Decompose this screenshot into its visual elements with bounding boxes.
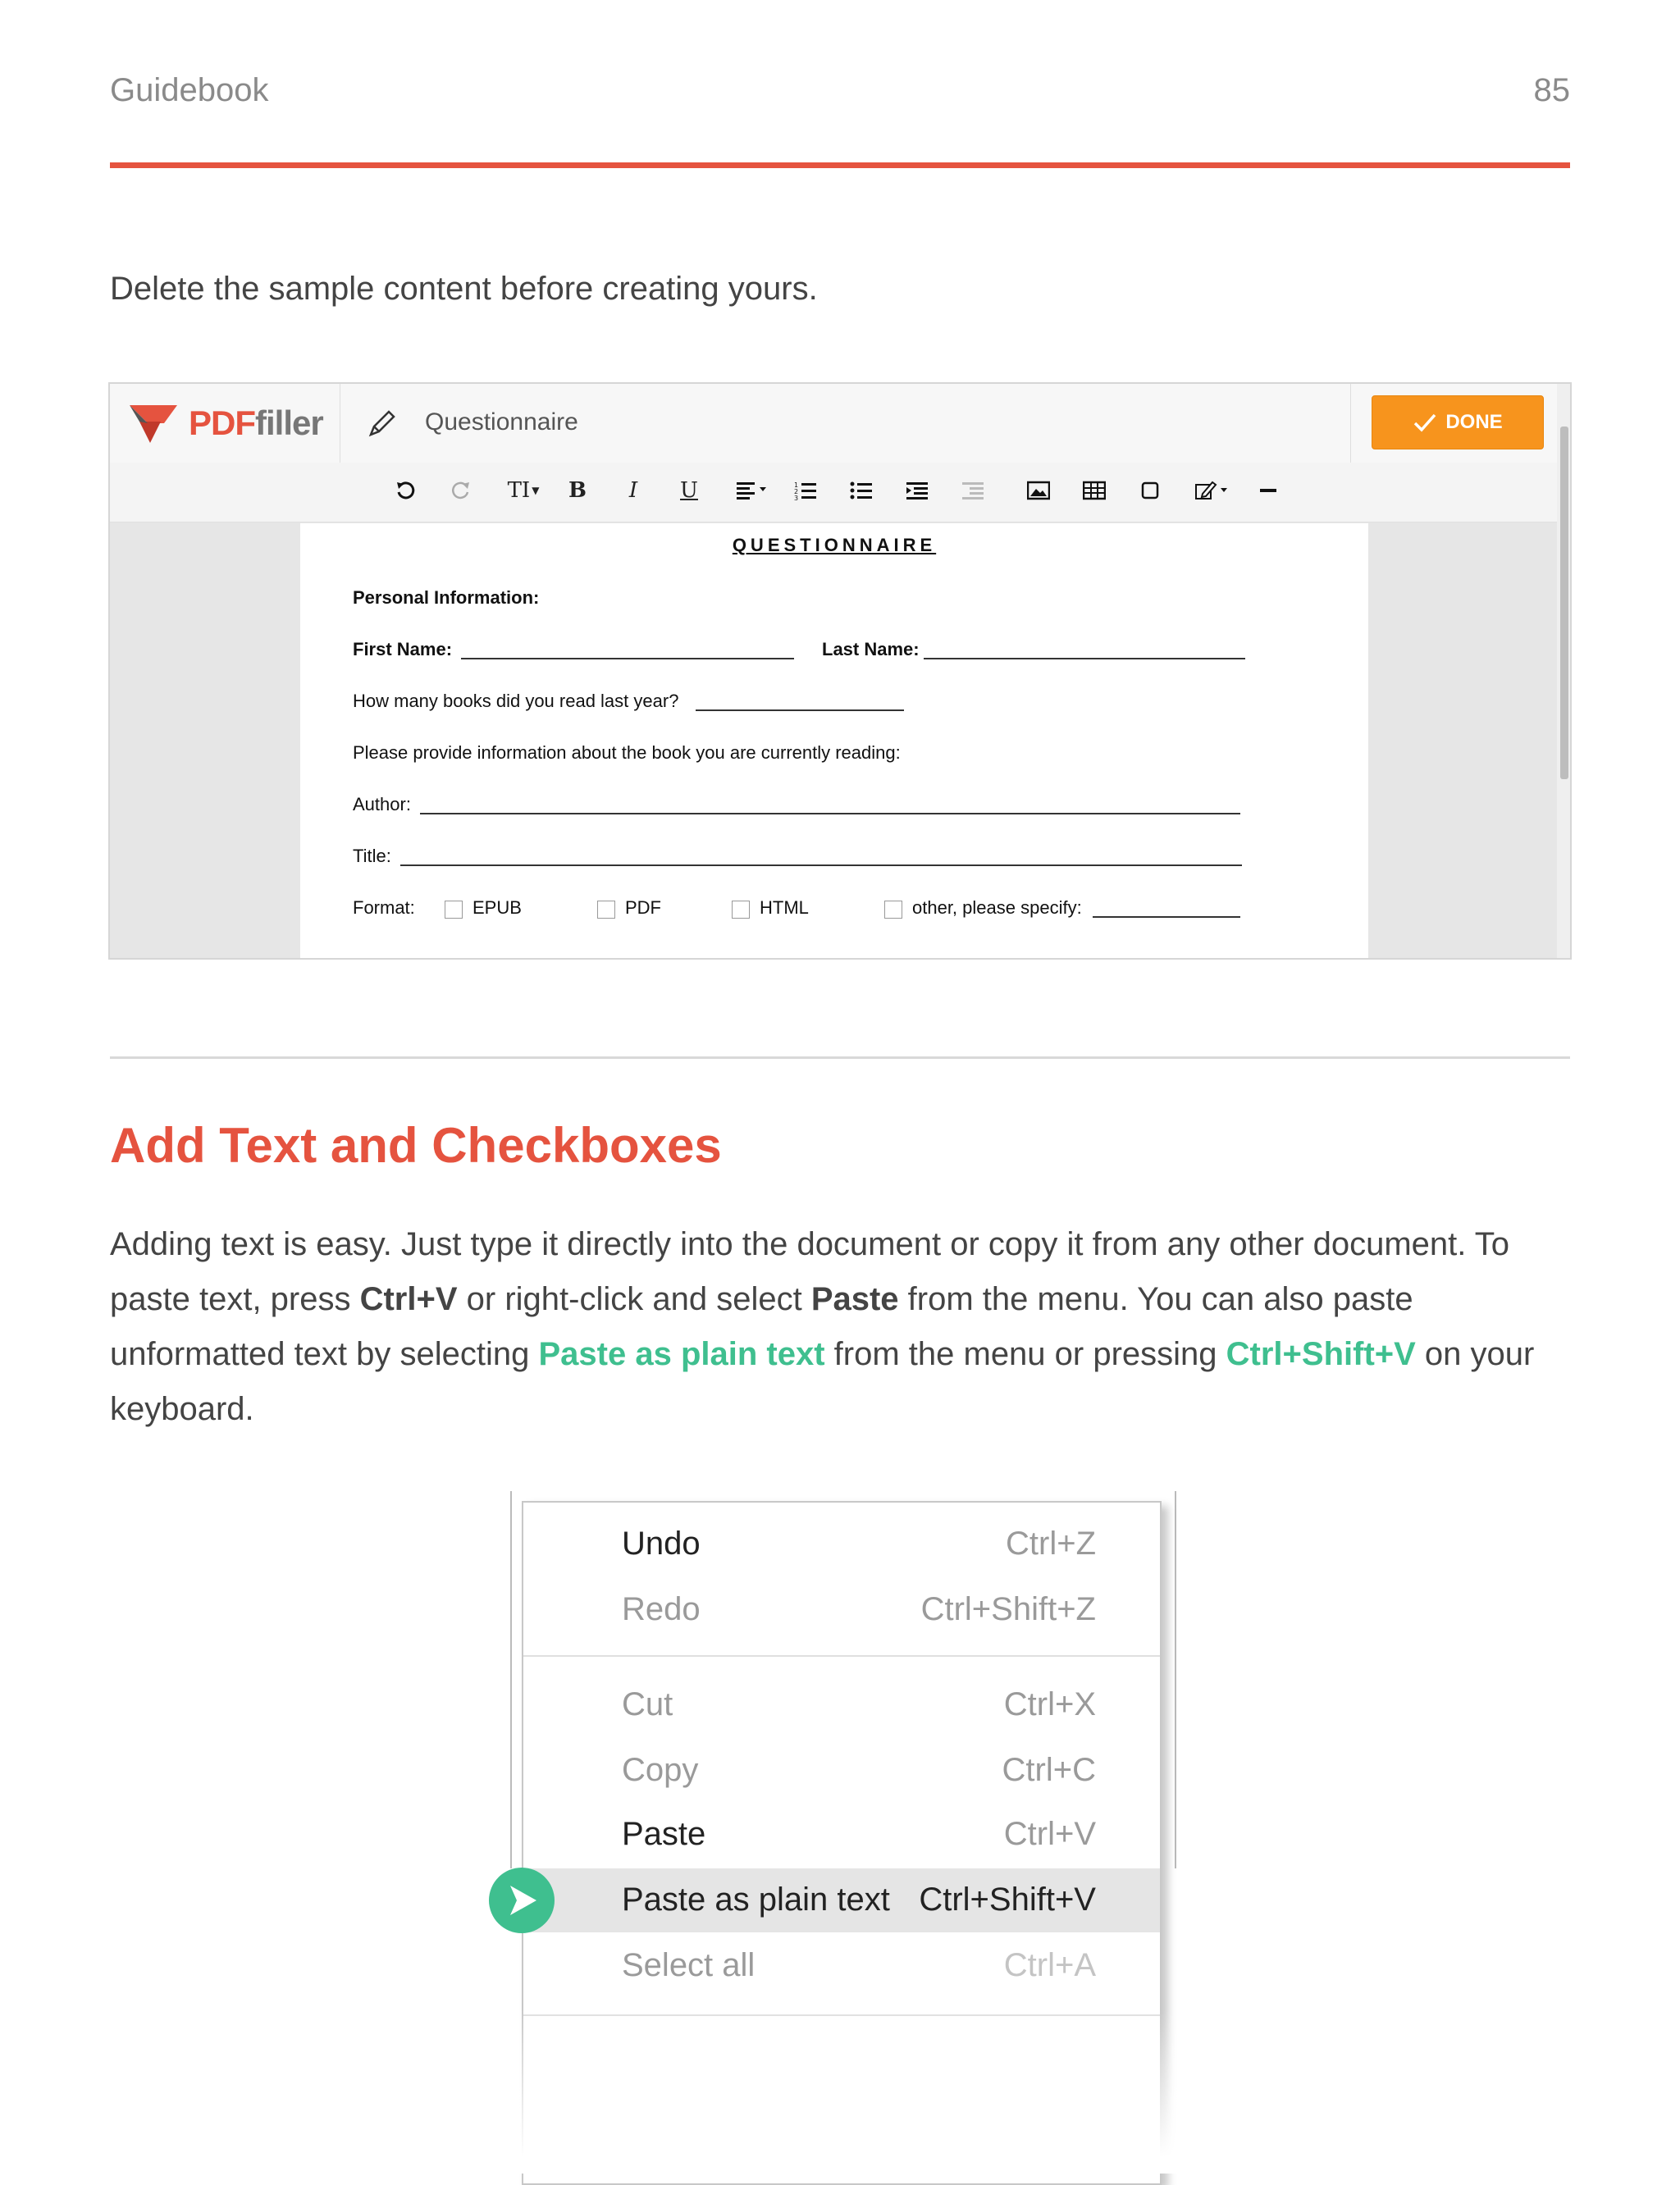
- logo-filler: filler: [255, 404, 323, 442]
- menu-item-redo[interactable]: [523, 1578, 1160, 1642]
- arrow-right-icon: [489, 1868, 555, 1933]
- paste-word: Paste: [810, 1281, 899, 1317]
- menu-item-label: Cut: [622, 1686, 673, 1722]
- menu-fade-overlay: [492, 2009, 1198, 2174]
- logo-pdf: PDF: [189, 404, 255, 442]
- intro-text: Delete the sample content before creating yours.: [110, 271, 818, 307]
- header-rule: [110, 162, 1570, 168]
- author-label: Author:: [353, 794, 411, 814]
- check-icon: [1413, 412, 1437, 433]
- para-text-2: or right-click and select: [457, 1281, 811, 1317]
- author-line[interactable]: [420, 813, 1240, 814]
- header-title: Guidebook: [110, 72, 269, 108]
- menu-item-copy[interactable]: [523, 1739, 1160, 1803]
- books-question: How many books did you read last year?: [353, 691, 679, 711]
- section-heading: Add Text and Checkboxes: [110, 1118, 722, 1173]
- page-number: 85: [1533, 72, 1570, 108]
- menu-item-shortcut: Ctrl+C: [1002, 1752, 1096, 1788]
- outdent-icon[interactable]: [956, 474, 989, 507]
- document-name[interactable]: Questionnaire: [425, 408, 578, 436]
- section-paragraph: [110, 1217, 1578, 1437]
- para-text-4: from the menu or pressing: [824, 1336, 1226, 1372]
- menu-item-undo[interactable]: [523, 1512, 1160, 1576]
- book-info-text: Please provide information about the book you are currently reading:: [353, 742, 901, 763]
- bullet-list-icon[interactable]: [845, 474, 878, 507]
- form-section-label: Personal Information:: [353, 587, 540, 608]
- format-label: Format:: [353, 897, 415, 918]
- other-label: other, please specify:: [912, 897, 1082, 918]
- image-icon[interactable]: [1022, 474, 1055, 507]
- other-checkbox[interactable]: [884, 901, 902, 919]
- document-page: [300, 523, 1368, 960]
- pdffiller-logo-icon: [128, 402, 179, 445]
- checkbox-tool-icon[interactable]: [1134, 474, 1166, 507]
- menu-item-shortcut: Ctrl+Shift+V: [919, 1882, 1096, 1918]
- svg-text:3: 3: [794, 495, 799, 500]
- editor-scrollbar-thumb[interactable]: [1560, 427, 1568, 779]
- menu-item-label: Paste: [622, 1816, 706, 1852]
- underline-button[interactable]: U: [680, 478, 698, 503]
- pdf-label: PDF: [625, 897, 661, 918]
- menu-item-label: Paste as plain text: [622, 1882, 890, 1918]
- logo-text: [189, 404, 323, 443]
- menu-item-select-all[interactable]: [523, 1934, 1160, 1998]
- menu-item-shortcut: Ctrl+A: [1003, 1947, 1096, 1983]
- caret-down-icon: ▼: [532, 485, 540, 496]
- menu-item-paste[interactable]: [523, 1803, 1160, 1867]
- para-text-5: on your keyboard.: [110, 1336, 1535, 1427]
- html-checkbox[interactable]: [732, 901, 750, 919]
- line-tool-icon[interactable]: [1252, 474, 1285, 507]
- indent-icon[interactable]: [901, 474, 934, 507]
- para-text-3: from the menu. You can also paste unformatted text by selecting: [110, 1281, 1413, 1372]
- align-icon[interactable]: [730, 474, 773, 507]
- section-divider: [110, 1056, 1570, 1059]
- menu-item-label: Select all: [622, 1947, 756, 1983]
- edit-field-icon[interactable]: [1189, 474, 1235, 507]
- paste-plain-text-highlight: Paste as plain text: [538, 1336, 825, 1372]
- done-label: DONE: [1445, 411, 1503, 433]
- pencil-icon[interactable]: [364, 405, 400, 441]
- first-name-label: First Name:: [353, 639, 453, 659]
- editor-toolbar: [110, 463, 1570, 522]
- last-name-line[interactable]: [924, 658, 1245, 659]
- menu-item-label: Undo: [622, 1526, 701, 1562]
- epub-label: EPUB: [472, 897, 522, 918]
- menu-item-shortcut: Ctrl+Shift+Z: [920, 1591, 1096, 1627]
- menu-item-shortcut: Ctrl+V: [1003, 1816, 1096, 1852]
- svg-text:1: 1: [794, 481, 799, 489]
- menu-item-label: Copy: [622, 1752, 699, 1788]
- text-size-label: TI: [507, 478, 531, 503]
- menu-item-paste-as-plain-text[interactable]: [523, 1868, 1160, 1932]
- pdf-checkbox[interactable]: [597, 901, 615, 919]
- html-label: HTML: [760, 897, 809, 918]
- form-title: QUESTIONNAIRE: [732, 535, 937, 555]
- books-answer-line[interactable]: [696, 709, 904, 711]
- other-specify-line[interactable]: [1093, 916, 1240, 918]
- menu-separator: [523, 1655, 1160, 1657]
- done-button[interactable]: [1372, 395, 1544, 449]
- menu-item-label: Redo: [622, 1591, 701, 1627]
- menu-item-cut[interactable]: [523, 1673, 1160, 1737]
- table-icon[interactable]: [1078, 474, 1111, 507]
- epub-checkbox[interactable]: [445, 901, 463, 919]
- ctrl-shift-v-highlight: Ctrl+Shift+V: [1226, 1336, 1416, 1372]
- menu-item-shortcut: Ctrl+Z: [1006, 1526, 1096, 1562]
- redo-icon[interactable]: [445, 474, 477, 507]
- undo-icon[interactable]: [389, 474, 422, 507]
- title-label: Title:: [353, 846, 391, 866]
- bold-button[interactable]: B: [568, 478, 587, 503]
- editor-screenshot: [108, 382, 1572, 960]
- para-text-1: Adding text is easy. Just type it directly into the document or copy it from any other document. To paste text, press: [110, 1226, 1510, 1317]
- title-line[interactable]: [400, 864, 1242, 866]
- numbered-list-icon[interactable]: [789, 474, 822, 507]
- svg-text:2: 2: [794, 488, 799, 495]
- ctrl-v-key: Ctrl+V: [359, 1281, 458, 1317]
- first-name-line[interactable]: [461, 658, 794, 659]
- text-size-button[interactable]: [500, 474, 546, 507]
- italic-button[interactable]: I: [628, 478, 638, 503]
- last-name-label: Last Name:: [822, 639, 920, 659]
- menu-item-shortcut: Ctrl+X: [1003, 1686, 1096, 1722]
